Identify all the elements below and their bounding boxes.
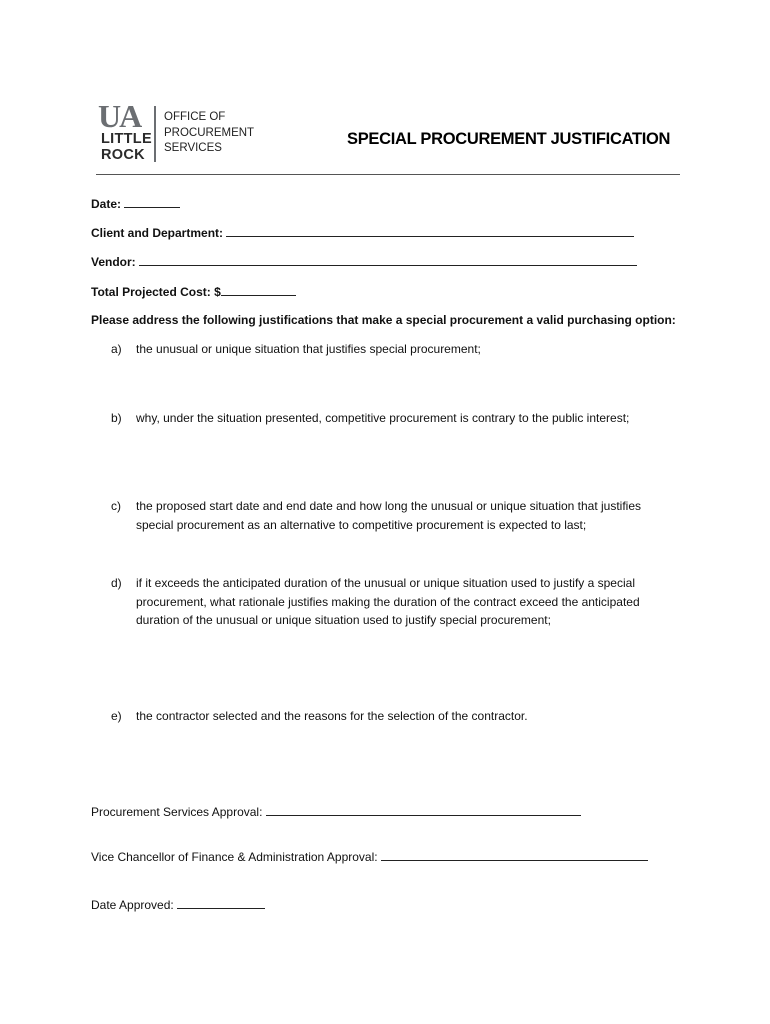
logo-office-line: OFFICE OF bbox=[164, 111, 226, 123]
item-text: why, under the situation presented, competitive procurement is contrary to the public interest; bbox=[136, 411, 630, 425]
procurement-approval-label: Procurement Services Approval: bbox=[91, 805, 263, 819]
logo-rock: ROCK bbox=[101, 147, 145, 163]
item-letter: b) bbox=[111, 411, 122, 425]
logo-office-text bbox=[164, 110, 254, 157]
item-text: if it exceeds the anticipated duration of the unusual or unique situation used to justify a special procurement, what rationale justifies making the duration of the contract exceed the anticipated duration of the unusual or unique situation used to justify special procurement; bbox=[136, 576, 640, 627]
total-cost-field bbox=[91, 284, 296, 299]
date-approved-blank[interactable] bbox=[177, 897, 265, 909]
item-text: the proposed start date and end date and how long the unusual or unique situation that justifies special procurement as an alternative to competitive procurement is expected to last; bbox=[136, 499, 642, 532]
justification-item-d bbox=[111, 574, 681, 630]
vendor-field bbox=[91, 254, 637, 269]
item-letter: e) bbox=[111, 709, 122, 723]
item-text: the unusual or unique situation that justifies special procurement; bbox=[136, 342, 481, 356]
vendor-blank[interactable] bbox=[139, 254, 637, 266]
date-blank[interactable] bbox=[124, 196, 180, 208]
logo-office-line: SERVICES bbox=[164, 142, 222, 154]
justification-item-e bbox=[111, 707, 681, 726]
date-approved-label: Date Approved: bbox=[91, 898, 174, 912]
client-department-blank[interactable] bbox=[226, 225, 634, 237]
date-label: Date: bbox=[91, 197, 122, 211]
logo-little: LITTLE bbox=[101, 131, 152, 147]
procurement-approval-blank[interactable] bbox=[266, 804, 581, 816]
date-field bbox=[91, 196, 180, 211]
header-divider bbox=[96, 174, 680, 175]
vice-chancellor-approval-field bbox=[91, 849, 648, 864]
item-letter: c) bbox=[111, 499, 121, 513]
justification-item-a bbox=[111, 340, 681, 359]
justification-item-b bbox=[111, 409, 681, 428]
instructions: Please address the following justifications that make a special procurement a valid purchasing option: bbox=[91, 313, 676, 327]
justification-item-c bbox=[111, 497, 681, 534]
vice-chancellor-approval-label: Vice Chancellor of Finance & Administration Approval: bbox=[91, 850, 378, 864]
total-cost-blank[interactable] bbox=[221, 284, 296, 296]
procurement-approval-field bbox=[91, 804, 581, 819]
vendor-label: Vendor: bbox=[91, 255, 136, 269]
client-department-label: Client and Department: bbox=[91, 226, 224, 240]
vice-chancellor-approval-blank[interactable] bbox=[381, 849, 648, 861]
total-cost-label: Total Projected Cost: $ bbox=[91, 285, 221, 299]
logo-little-rock bbox=[101, 131, 152, 163]
logo-ua-mark: UA bbox=[98, 98, 141, 134]
ualr-logo bbox=[98, 98, 258, 164]
client-department-field bbox=[91, 225, 634, 240]
item-text: the contractor selected and the reasons for the selection of the contractor. bbox=[136, 709, 528, 723]
date-approved-field bbox=[91, 897, 265, 912]
document-title: SPECIAL PROCUREMENT JUSTIFICATION bbox=[347, 130, 671, 148]
item-letter: a) bbox=[111, 342, 122, 356]
logo-office-line: PROCUREMENT bbox=[164, 126, 255, 139]
item-letter: d) bbox=[111, 576, 122, 590]
logo-divider bbox=[154, 106, 156, 162]
